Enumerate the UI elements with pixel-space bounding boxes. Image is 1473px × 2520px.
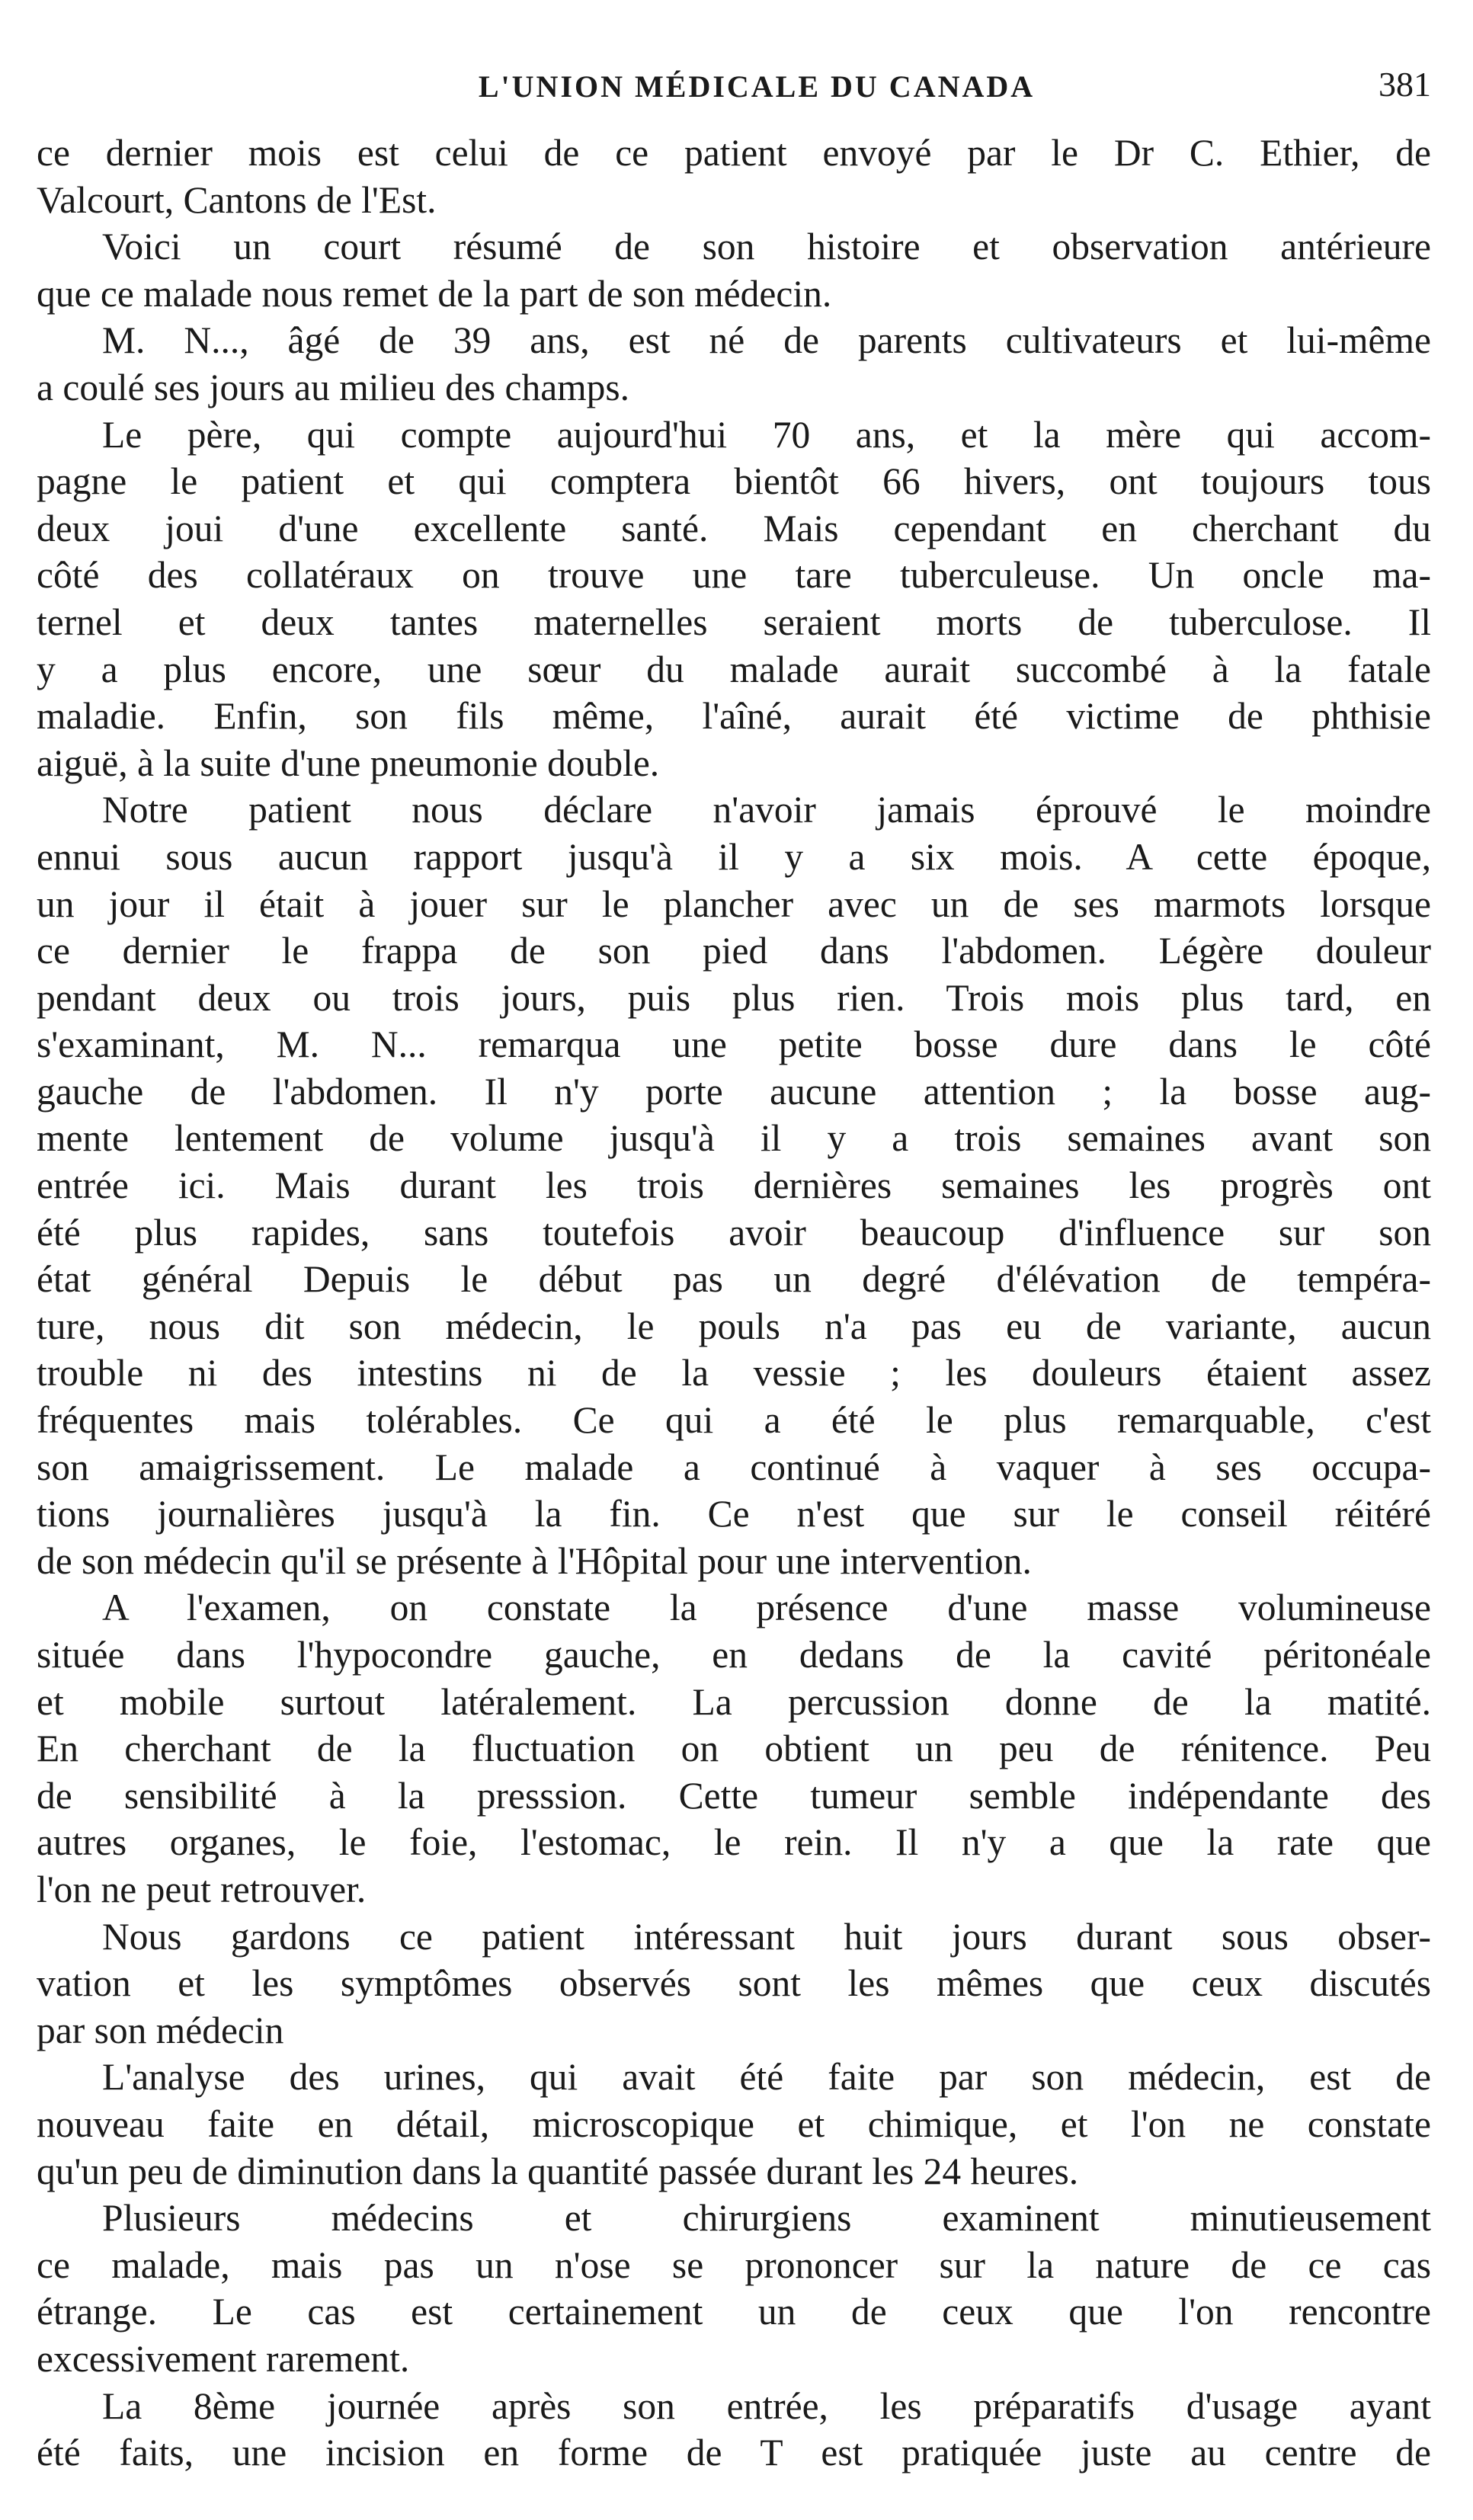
text-line: étrange. Le cas est certainement un de ceux que l'on rencontre [37,2291,1431,2333]
text-line: de sensibilité à la presssion. Cette tumeur semble indépendante des [37,1774,1431,1817]
text-line: tions journalières jusqu'à la fin. Ce n'est que sur le conseil réitéré [37,1493,1431,1535]
text-line: Le père, qui compte aujourd'hui 70 ans, et la mère qui accom- [102,413,1431,456]
text-line: excessivement rarement. [37,2337,410,2380]
text-line: l'on ne peut retrouver. [37,1868,367,1910]
text-line: Nous gardons ce patient intéressant huit jours durant sous obser- [102,1915,1431,1958]
text-line: côté des collatéraux on trouve une tare tuberculeuse. Un oncle ma- [37,554,1431,597]
text-line: Plusieurs médecins et chirurgiens examinent minutieusement [102,2197,1431,2240]
text-line: ce dernier mois est celui de ce patient envoyé par le Dr C. Ethier, de [37,132,1431,174]
text-line: Notre patient nous déclare n'avoir jamais éprouvé le moindre [102,789,1431,831]
text-line: Valcourt, Cantons de l'Est. [37,178,437,221]
text-line: autres organes, le foie, l'estomac, le rein. Il n'y a que la rate que [37,1821,1431,1864]
text-line: nouveau faite en détail, microscopique et chimique, et l'on ne constate [37,2102,1431,2145]
text-line: un jour il était à jouer sur le plancher avec un de ses marmots lorsque [37,882,1431,925]
text-line: En cherchant de la fluctuation on obtient un peu de rénitence. Peu [37,1727,1431,1770]
text-line: M. N..., âgé de 39 ans, est né de parents cultivateurs et lui-même [102,319,1431,362]
page-header [37,65,1431,122]
text-line: que ce malade nous remet de la part de son médecin. [37,272,832,315]
text-line: par son médecin [37,2009,284,2051]
text-line: été faits, une incision en forme de T est pratiquée juste au centre de [37,2432,1431,2474]
text-line: L'analyse des urines, qui avait été faite par son médecin, est de [102,2056,1431,2099]
text-line: a coulé ses jours au milieu des champs. [37,366,630,408]
text-line: et mobile surtout latéralement. La percussion donne de la matité. [37,1680,1431,1723]
running-title: L'UNION MÉDICALE DU CANADA [478,69,1036,104]
text-line: fréquentes mais tolérables. Ce qui a été le plus remarquable, c'est [37,1399,1431,1442]
text-line: deux joui d'une excellente santé. Mais cependant en cherchant du [37,507,1431,549]
text-line: maladie. Enfin, son fils même, l'aîné, aurait été victime de phthisie [37,695,1431,738]
text-line: située dans l'hypocondre gauche, en dedans de la cavité péritonéale [37,1634,1431,1676]
page-number: 381 [1379,65,1431,104]
text-line: été plus rapides, sans toutefois avoir beaucoup d'influence sur son [37,1211,1431,1254]
text-line: aiguë, à la suite d'une pneumonie double. [37,741,660,784]
text-line: trouble ni des intestins ni de la vessie ; les douleurs étaient assez [37,1352,1431,1394]
text-line: qu'un peu de diminution dans la quantité passée durant les 24 heures. [37,2150,1079,2192]
text-line: état général Depuis le début pas un degré d'élévation de tempéra- [37,1258,1431,1301]
journal-page [37,65,1431,2492]
text-line: La 8ème journée après son entrée, les préparatifs d'usage ayant [102,2384,1431,2427]
text-line: gauche de l'abdomen. Il n'y porte aucune attention ; la bosse aug- [37,1070,1431,1113]
text-line: ennui sous aucun rapport jusqu'à il y a six mois. A cette époque, [37,835,1431,878]
text-line: pagne le patient et qui comptera bientôt 66 hivers, ont toujours tous [37,460,1431,503]
text-line: s'examinant, M. N... remarqua une petite bosse dure dans le côté [37,1023,1431,1066]
text-line: entrée ici. Mais durant les trois dernières semaines les progrès ont [37,1164,1431,1207]
text-line: y a plus encore, une sœur du malade aurait succombé à la fatale [37,648,1431,690]
text-line: ce malade, mais pas un n'ose se prononcer sur la nature de ce cas [37,2243,1431,2286]
text-line: ce dernier le frappa de son pied dans l'abdomen. Légère douleur [37,930,1431,972]
text-line: ture, nous dit son médecin, le pouls n'a pas eu de variante, aucun [37,1305,1431,1347]
text-line: son amaigrissement. Le malade a continué à vaquer à ses occupa- [37,1446,1431,1488]
text-line: pendant deux ou trois jours, puis plus rien. Trois mois plus tard, en [37,976,1431,1019]
text-line: A l'examen, on constate la présence d'une masse volumineuse [102,1587,1431,1629]
text-line: vation et les symptômes observés sont les mêmes que ceux discutés [37,1962,1431,2005]
text-line: mente lentement de volume jusqu'à il y a trois semaines avant son [37,1117,1431,1160]
text-line: ternel et deux tantes maternelles seraient morts de tuberculose. Il [37,600,1431,643]
text-line: de son médecin qu'il se présente à l'Hôpital pour une intervention. [37,1539,1032,1582]
article-body [37,130,1431,2477]
text-line: Voici un court résumé de son histoire et observation antérieure [102,226,1431,268]
